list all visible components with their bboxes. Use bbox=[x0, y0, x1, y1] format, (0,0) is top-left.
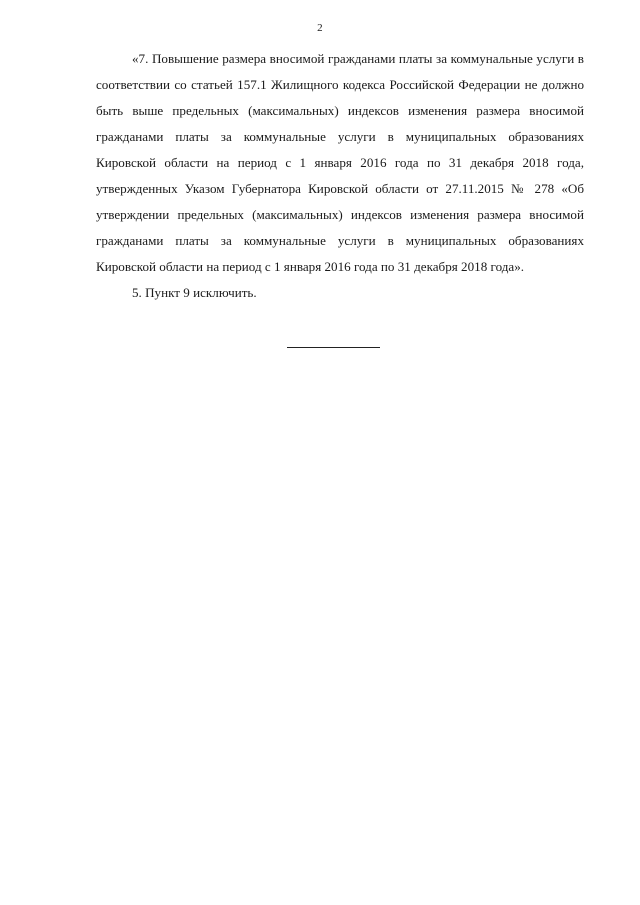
end-separator-line bbox=[287, 347, 380, 348]
document-body bbox=[96, 46, 584, 306]
paragraph-item-7: «7. Повышение размера вносимой гражданами платы за коммунальные услуги в соответствии со статьей 157.1 Жилищного кодекса Российской Федерации не должно быть выше предельных (максимальных) индексов изменения размера вносимой гражданами платы за коммунальные услуги в муниципальных образованиях Кировской области на период с 1 января 2016 года по 31 декабря 2018 года, утвержденных Указом Губернатора Кировской области от 27.11.2015 № 278 «Об утверждении предельных (максимальных) индексов изменения размера вносимой гражданами платы за коммунальные услуги в муниципальных образованиях Кировской области на период с 1 января 2016 года по 31 декабря 2018 года». bbox=[96, 51, 584, 274]
page-number: 2 bbox=[317, 22, 323, 34]
paragraph-item-5: 5. Пункт 9 исключить. bbox=[132, 285, 257, 300]
